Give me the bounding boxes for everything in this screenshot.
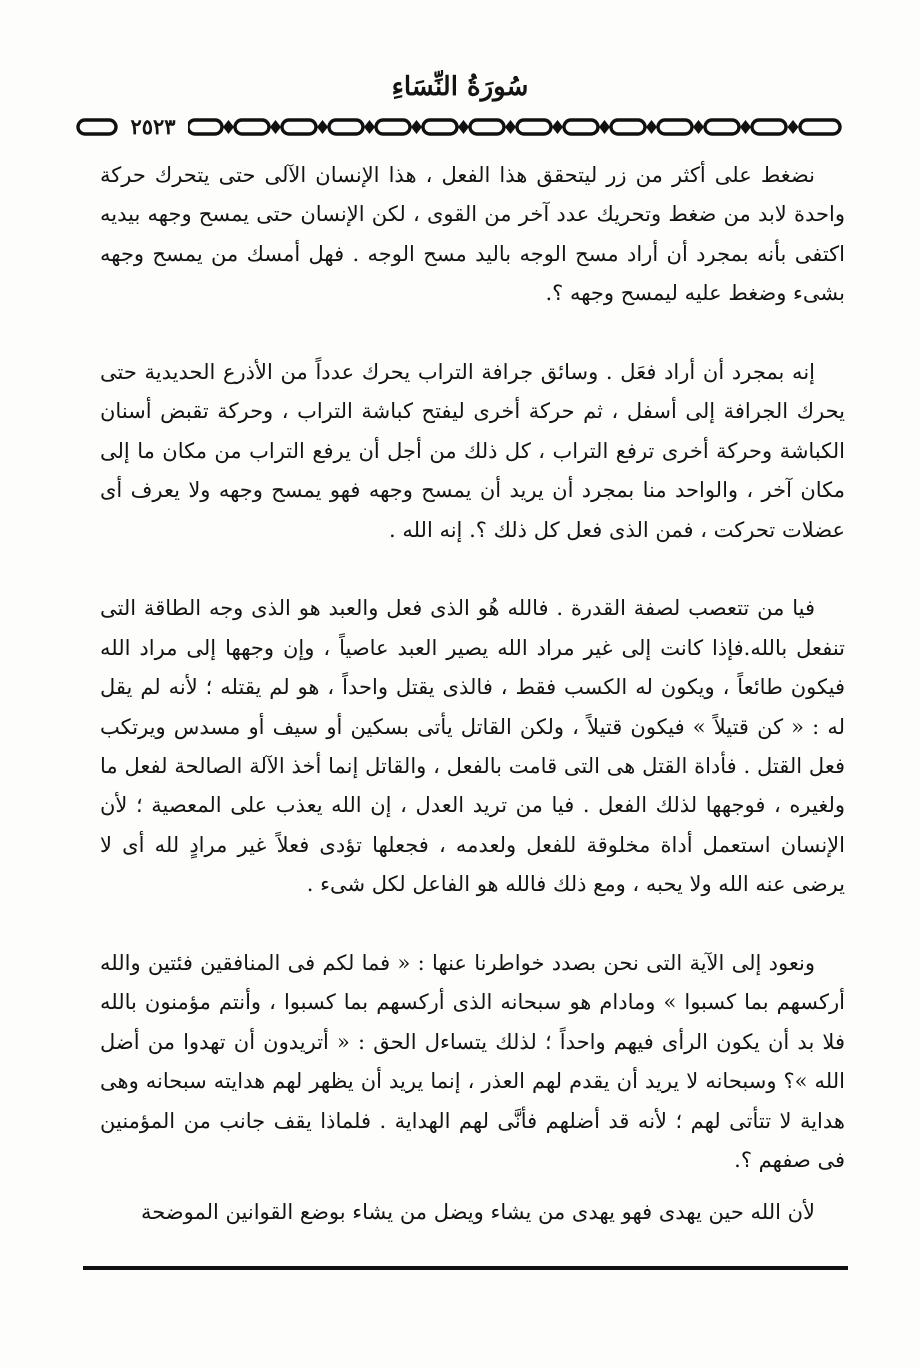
paragraph-gap bbox=[100, 314, 845, 353]
paragraph-gap bbox=[100, 905, 845, 944]
paragraph-2: إنه بمجرد أن أراد فعَل . وسائق جرافة التراب يحرك عدداً من الأذرع الحديدية حتى يحرك الجرافة إلى أسفل ، ثم حركة أخرى ليفتح كباشة التراب ، وحركة تقبض أسنان الكباشة وحركة أخرى ترفع التراب ، كل ذلك من أجل أن يرفع التراب من مكان ما إلى مكان آخر ، والواحد منا بمجرد أن يريد أن يمسح وجهه فهو يمسح وجهه ولا يعرف أى عضلات تحركت ، فمن الذى فعل كل ذلك ؟. إنه الله . bbox=[100, 360, 845, 542]
page-number: ٢٥٢٣ bbox=[118, 114, 188, 139]
paragraph-5: لأن الله حين يهدى فهو يهدى من يشاء ويضل من يشاء بوضع القوانين الموضحة bbox=[140, 1199, 815, 1224]
page-body bbox=[100, 156, 845, 1232]
paragraph-gap bbox=[100, 1181, 845, 1193]
paragraph-gap bbox=[100, 550, 845, 589]
paragraph-1: نضغط على أكثر من زر ليتحقق هذا الفعل ، هذا الإنسان الآلى حتى يتحرك حركة واحدة لابد من ضغط وتحريك عدد آخر من القوى ، لكن الإنسان حتى يمسح وجهه بيديه اكتفى بأنه بمجرد أن أراد مسح الوجه باليد مسح الوجه . فهل أمسك من يمسح وجهه بشىء وضغط عليه ليمسح وجهه ؟. bbox=[100, 163, 845, 306]
surah-title: سُورَةُ النِّسَاءِ bbox=[391, 72, 529, 102]
ornamental-chain-border bbox=[75, 112, 845, 142]
paragraph-3: فيا من تتعصب لصفة القدرة . فالله هُو الذى فعل والعبد هو الذى وجه الطاقة التى تنفعل بالله.فإذا كانت إلى غير مراد الله يصير العبد عاصياً ، وإن وجهها إلى مراد الله فيكون طائعاً ، ويكون له الكسب فقط ، فالذى يقتل واحداً ، هو لم يقتله ؛ لأنه لم يقل له : « كن قتيلاً » فيكون قتيلاً ، ولكن القاتل يأتى بسكين أو سيف أو مسدس ويرتكب فعل القتل . فأداة القتل هى التى قامت بالفعل ، والقاتل إنما أخذ الآلة الصالحة لفعل ما ولغيره ، فوجهها لذلك الفعل . فيا من تريد العدل ، إن الله يعذب على المعصية ؛ لأن الإنسان استعمل أداة مخلوقة للفعل ولعدمه ، فجعلها تؤدى فعلاً غير مرادٍ لله أى لا يرضى عنه الله ولا يحبه ، ومع ذلك فالله هو الفاعل لكل شىء . bbox=[100, 596, 845, 897]
paragraph-4: ونعود إلى الآية التى نحن بصدد خواطرنا عنها : « فما لكم فى المنافقين فئتين والله أركسهم بما كسبوا » ومادام هو سبحانه الذى أركسهم بما كسبوا ، وأنتم مؤمنون بالله فلا بد أن يكون الرأى فيهم واحداً ؛ لذلك يتساءل الحق : « أتريدون أن تهدوا من أضل الله »؟ وسبحانه لا يريد أن يقدم لهم العذر ، إنما يريد أن يظهر لهم هدايته سبحانه وهى هداية لا تتأتى لهم ؛ لأنه قد أضلهم فأنَّى لهم الهداية . فلماذا يقف جانب من المؤمنين فى صفهم ؟. bbox=[100, 951, 845, 1173]
footer-rule bbox=[83, 1266, 848, 1270]
